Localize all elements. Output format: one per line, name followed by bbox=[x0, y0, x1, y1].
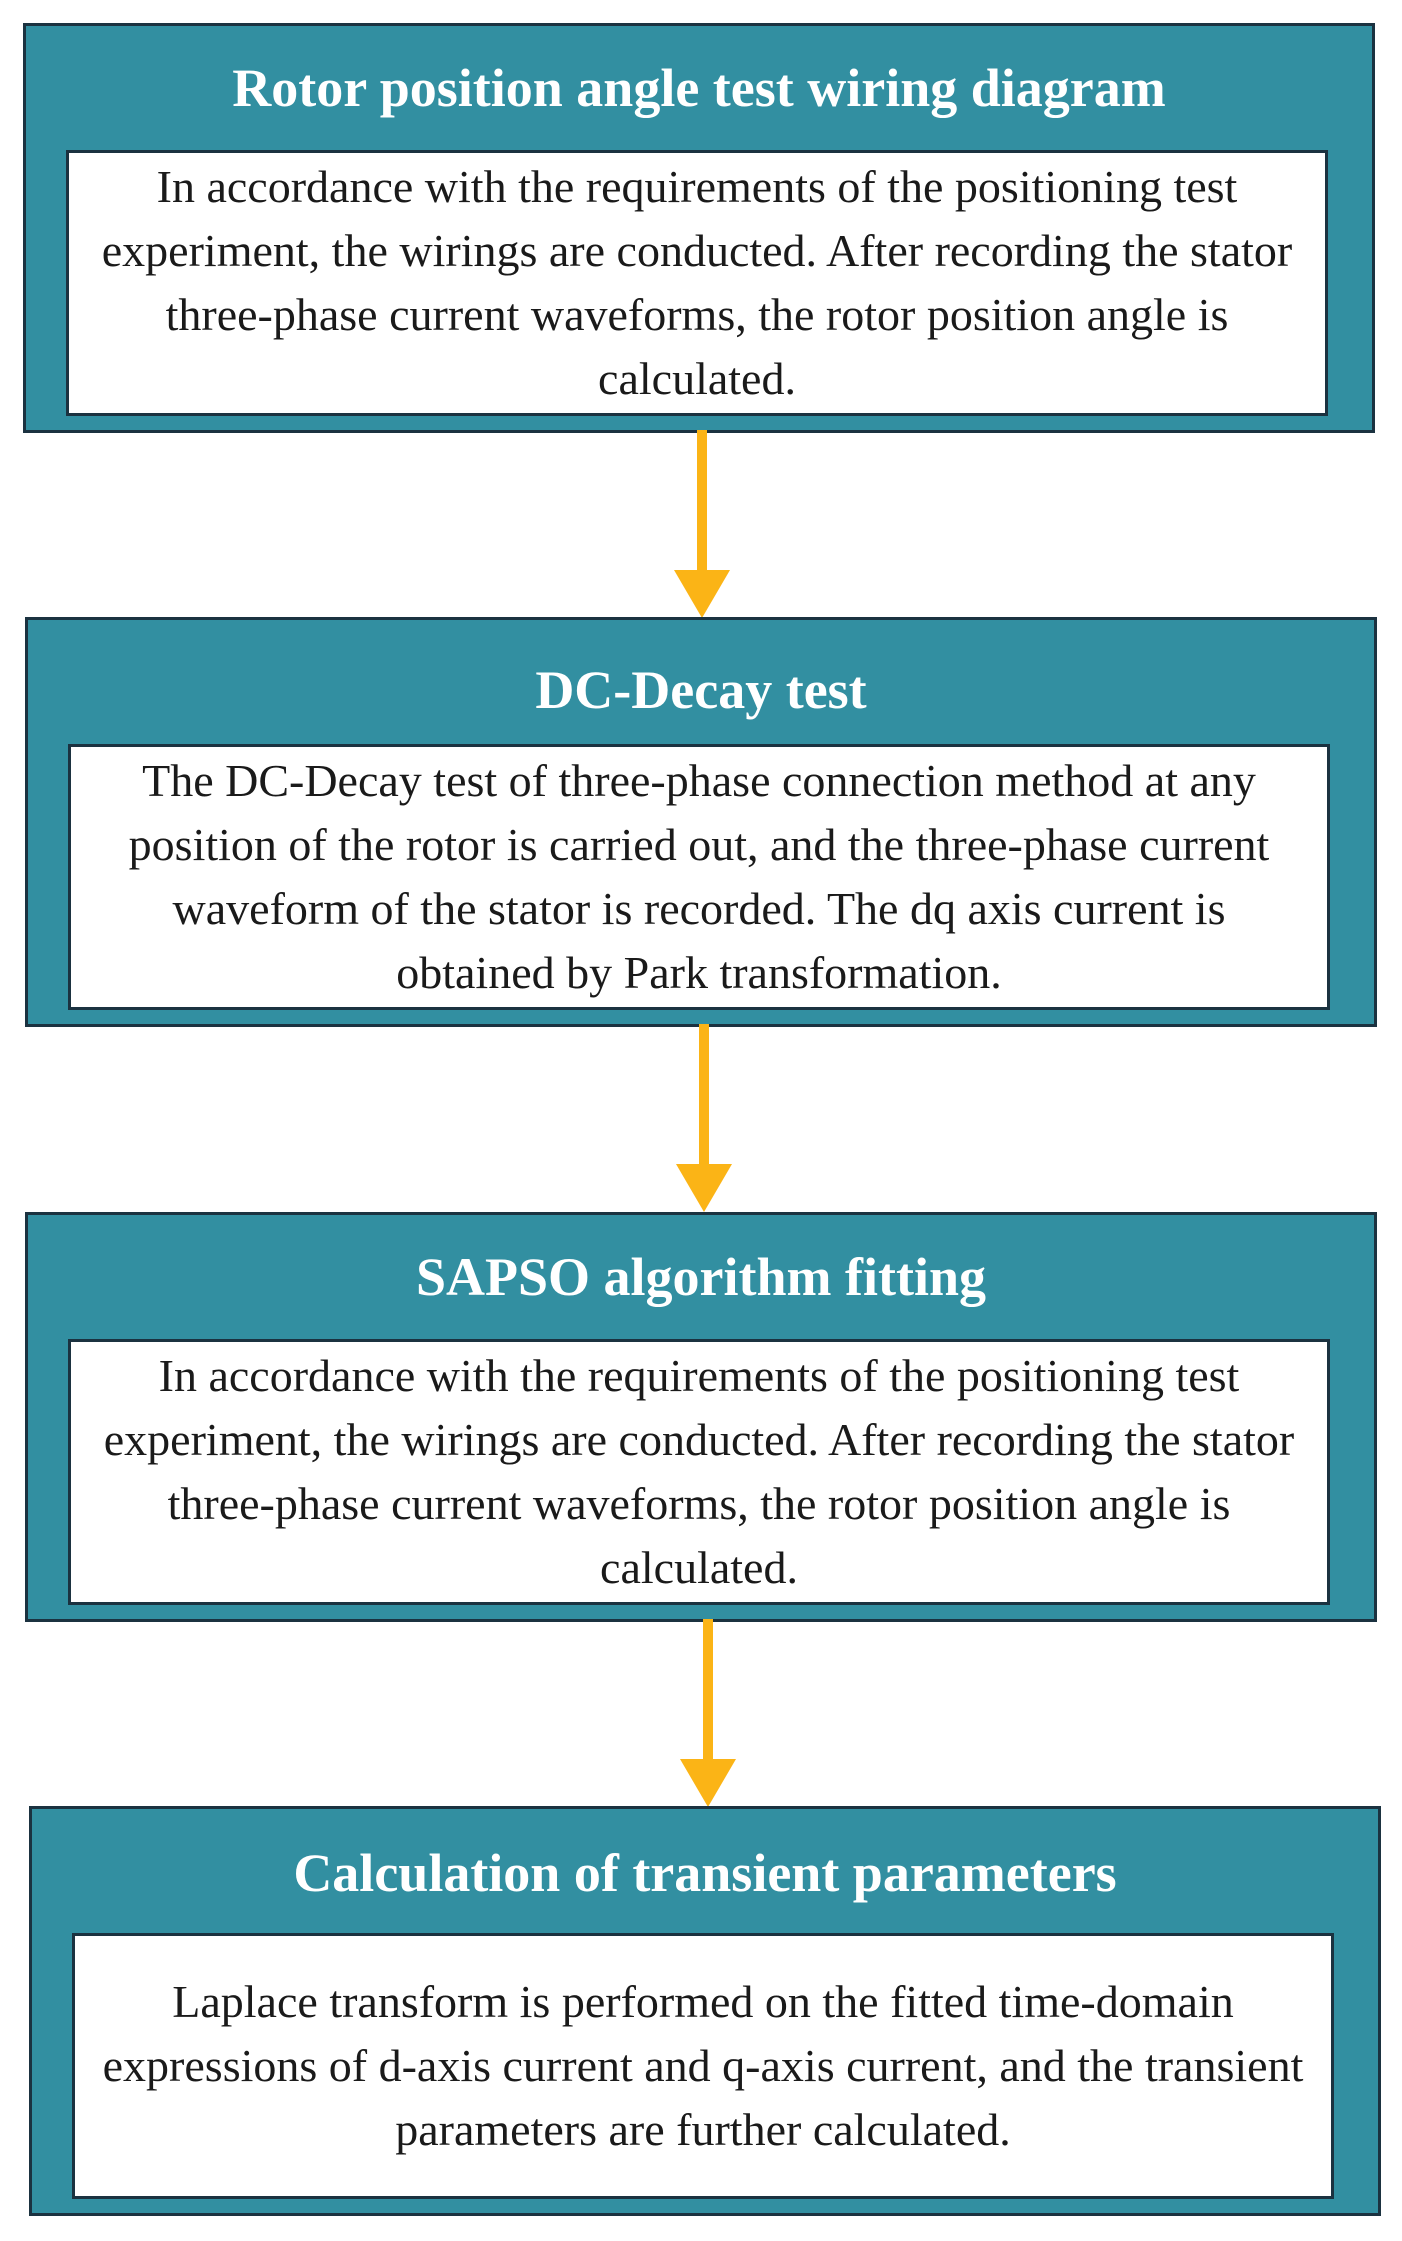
step-3-body bbox=[68, 1339, 1330, 1605]
step-2-title: DC-Decay test bbox=[535, 660, 867, 720]
flow-arrow-3-head bbox=[680, 1759, 736, 1807]
flowchart-step-1 bbox=[23, 23, 1375, 433]
step-4-text: Laplace transform is performed on the fitted time-domain expressions of d-axis current and q-axis current, and the transient parameters are further calculated. bbox=[102, 1976, 1304, 2155]
step-4-body bbox=[72, 1933, 1334, 2199]
flow-arrow-1-head bbox=[674, 570, 730, 618]
flow-arrow-1 bbox=[672, 430, 732, 620]
flow-arrow-2 bbox=[674, 1024, 734, 1214]
step-1-title: Rotor position angle test wiring diagram bbox=[232, 58, 1166, 118]
step-2-text: The DC-Decay test of three-phase connection method at any position of the rotor is carried out, and the three-phase current waveform of the stator is recorded. The dq axis current is obtained by Park transformation. bbox=[128, 755, 1270, 998]
flow-arrow-1-shaft bbox=[697, 430, 707, 578]
step-3-text: In accordance with the requirements of the positioning test experiment, the wirings are conducted. After recording the stator three-phase current waveforms, the rotor position angle is calculated. bbox=[103, 1350, 1295, 1593]
flowchart-step-4 bbox=[29, 1806, 1381, 2216]
flowchart-step-2 bbox=[25, 617, 1377, 1027]
flow-arrow-3 bbox=[678, 1619, 738, 1809]
flow-arrow-2-head bbox=[676, 1164, 732, 1212]
flow-arrow-3-shaft bbox=[703, 1619, 713, 1767]
step-1-body bbox=[66, 150, 1328, 416]
step-2-body bbox=[68, 744, 1330, 1010]
flowchart-step-3 bbox=[25, 1212, 1377, 1622]
flow-arrow-2-shaft bbox=[699, 1024, 709, 1172]
step-1-text: In accordance with the requirements of the positioning test experiment, the wirings are conducted. After recording the stator three-phase current waveforms, the rotor position angle is calculated. bbox=[101, 161, 1293, 404]
step-4-title: Calculation of transient parameters bbox=[293, 1843, 1117, 1903]
step-3-title: SAPSO algorithm fitting bbox=[415, 1247, 986, 1307]
